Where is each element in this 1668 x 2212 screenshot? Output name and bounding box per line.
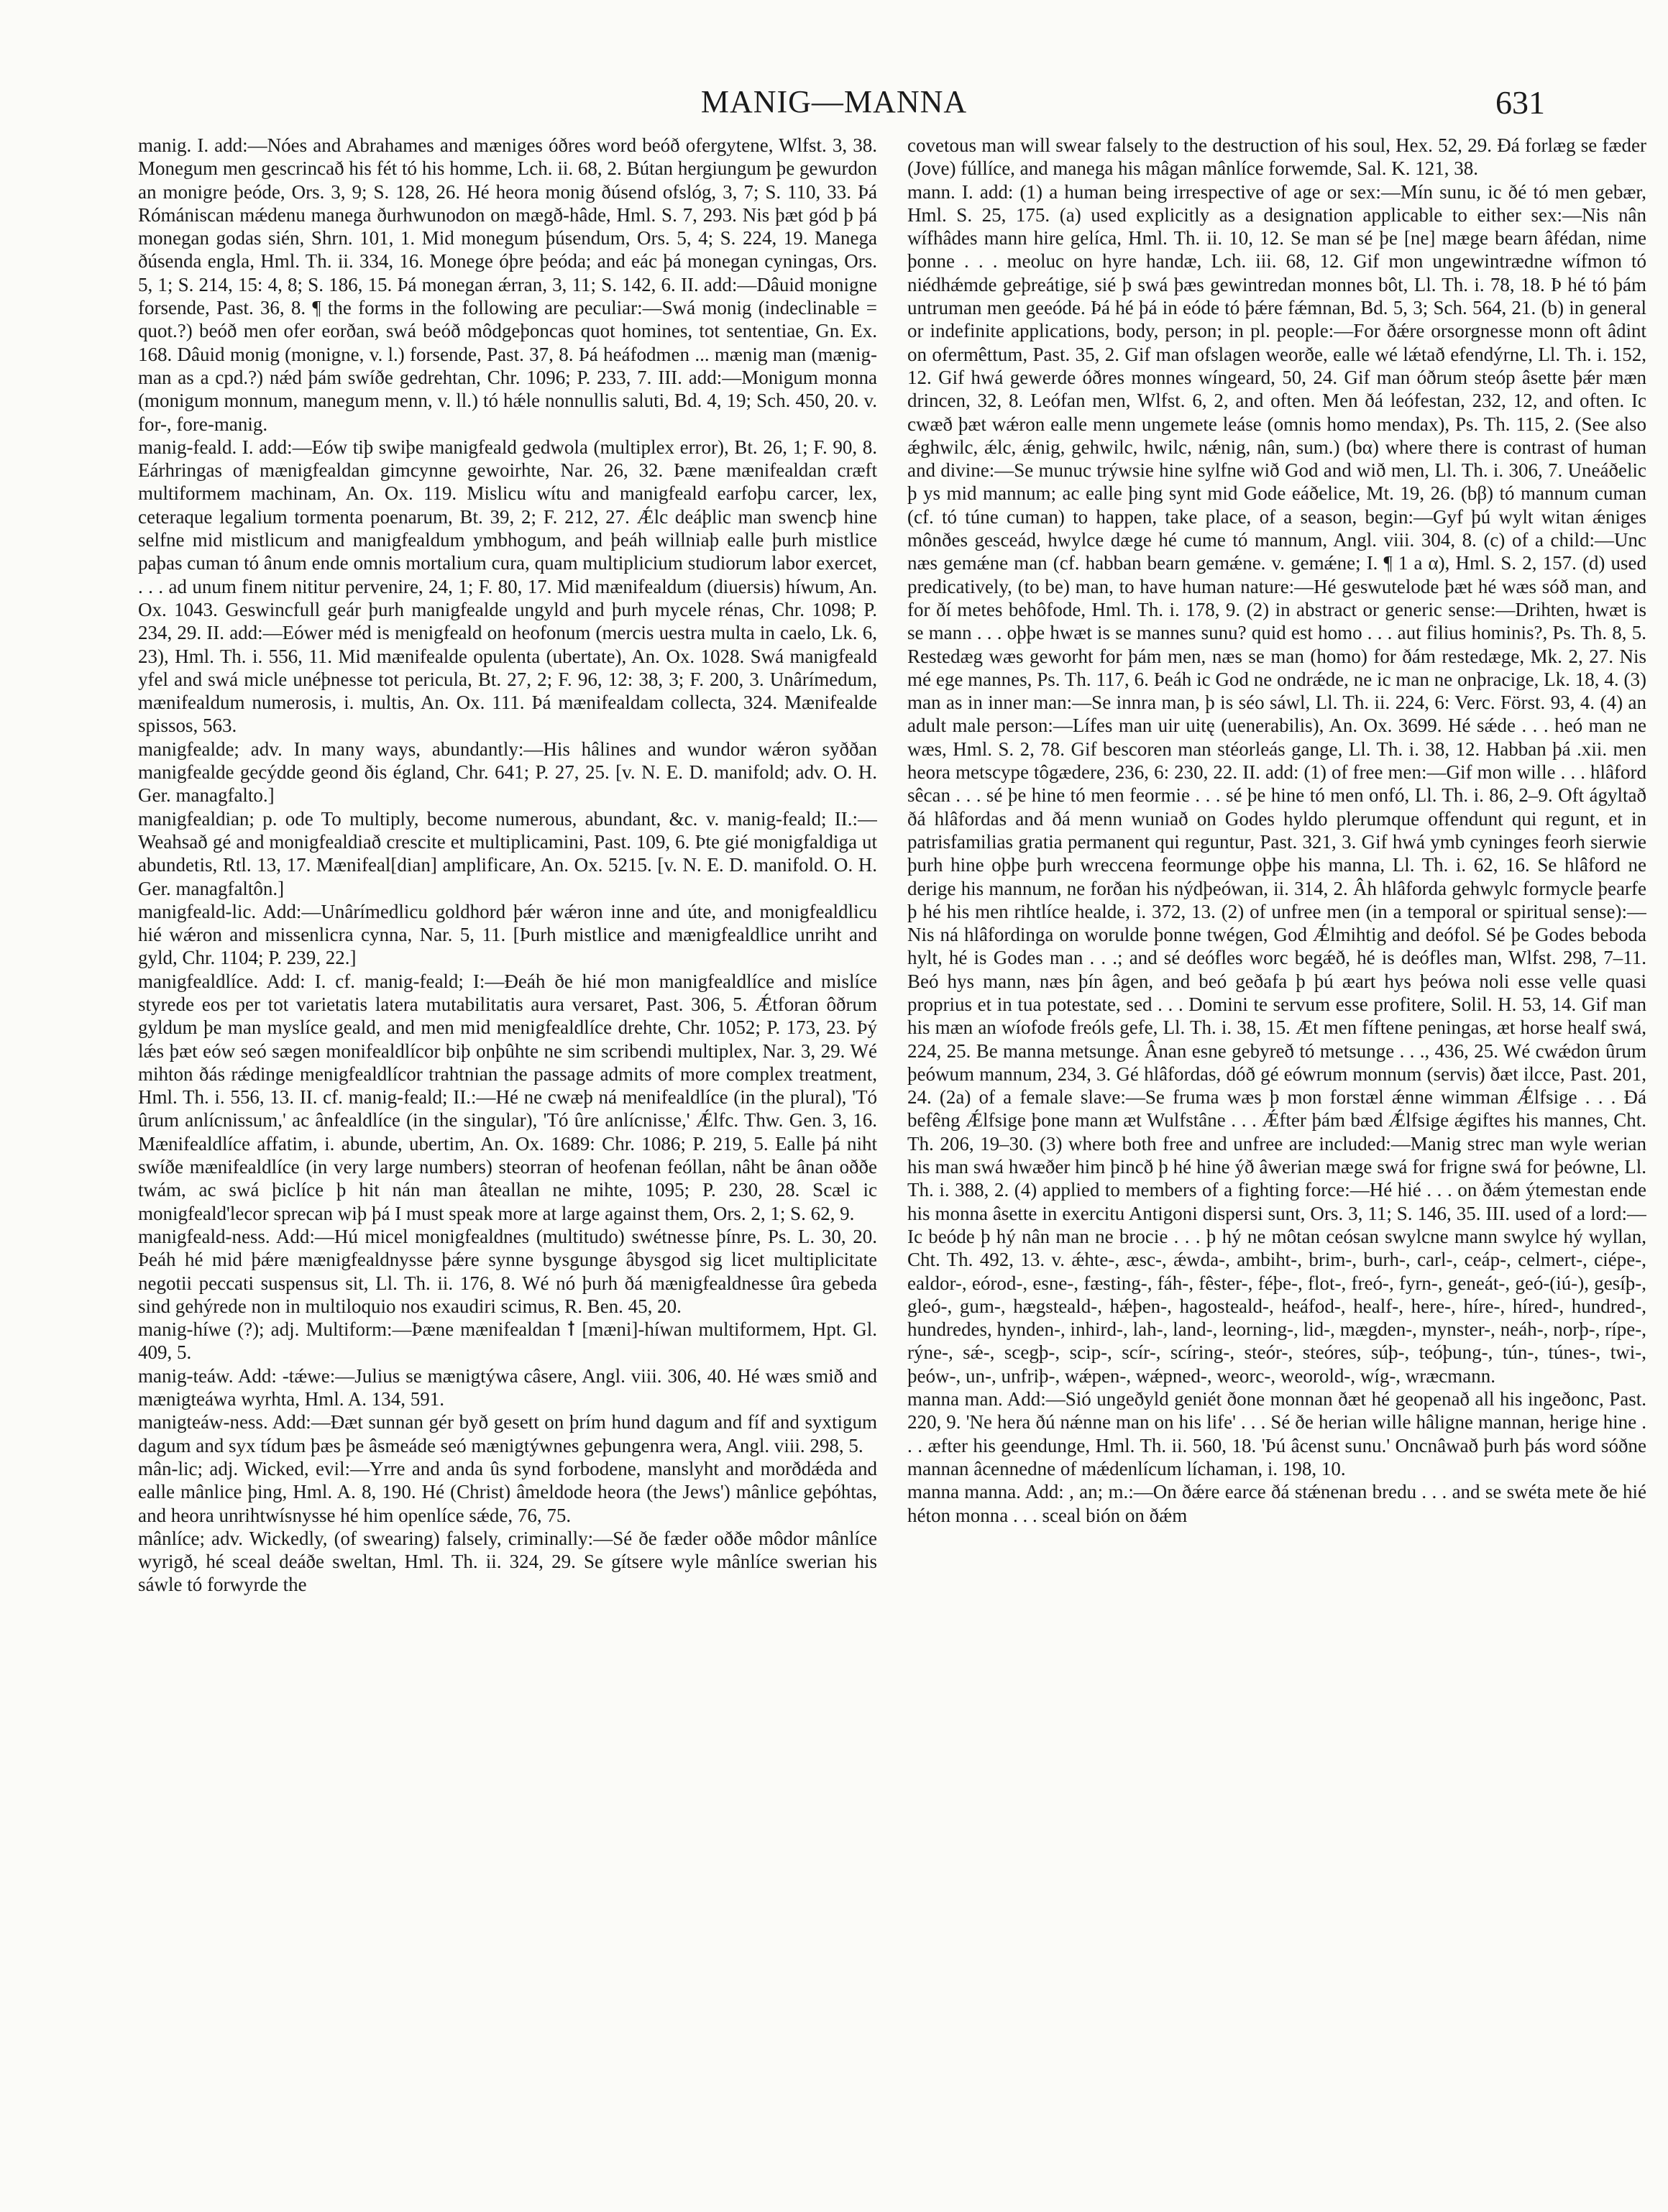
- entry-manlice-continued: covetous man will swear falsely to the destruction of his soul, Hex. 52, 29. Ðá forlæg se fæder (Jove) fúllíce, and manega his mâgan mânlíce forwemde, Sal. K. 121, 38.: [907, 134, 1646, 180]
- entry-manigfeald-lic: manigfeald-lic. Add:—Unârímedlicu goldhord þǽr wǽron inne and úte, and monigfealdlicu hié wǽron and missenlicra cynna, Nar. 5, 11. [Þurh mistlice and mænigfealdlice unriht and gyld, Chr. 1104; P. 239, 22.]: [138, 900, 877, 969]
- page-number: 631: [1495, 84, 1545, 121]
- left-column: [138, 134, 877, 2180]
- right-column: [907, 134, 1646, 2180]
- entry-mann: mann. I. add: (1) a human being irrespective of age or sex:—Mín sunu, ic ðé tó men gebær, Hml. S. 25, 175. (a) used explicitly as a designation applicable to either sex:—Nis nân wífhâdes mann hire gelíca, Hml. Th. ii. 10, 12. Se man sé þe [ne] mæge bearn âfédan, nime þonne . . . meoluc on hyre handæ, Lch. iii. 68, 12. Gif mon ungewintrædne wífmon tó niédhǽmde geþreátige, sié þ swá þæs gewintredan monnes bôt, Ll. Th. i. 78, 18. Þ hé tó þám untruman men geeóde. Þá hé þá in eóde tó þǽre fǽmnan, Bd. 5, 3; Sch. 564, 21. (b) in general or indefinite applications, body, person; in pl. people:—For ðǽre orsorgnesse monn oft âdint on ofermêttum, Past. 35, 2. Gif man ofslagen weorðe, ealle wé lǽtað efendýrne, Ll. Th. i. 152, 12. Gif hwá gewerde óðres monnes wíngeard, 50, 24. Gif man óðrum steóp âsette þǽr mæn drincen, 32, 8. Leófan men, Wlfst. 6, 2, and often. Men ðá leófestan, 232, 12, and often. Ic cwæð þæt wǽron ealle menn ungemete leáse (omnis homo mendax), Ps. Th. 115, 2. (See also ǽghwilc, ǽlc, ǽnig, gehwilc, hwilc, nǽnig, nân, sum.) (bα) where there is contrast of human and divine:—Se munuc trýwsie hine sylfne wið God and wið men, Ll. Th. i. 306, 7. Uneáðelic þ ys mid mannum; ac ealle þing synt mid Gode eáðelice, Mt. 19, 26. (bβ) tó mannum cuman (cf. tó túne cuman) to happen, take place, of a season, begin:—Gyf þú wylt witan ǽniges mônðes gesceád, hwylce dæge hé cume tó mannum, Angl. viii. 304, 8. (c) of a child:—Unc næs gemǽne man (cf. habban bearn gemǽne. v. gemǽne; I. ¶ 1 a α), Hml. S. 2, 157. (d) used predicatively, (to be) man, to have human nature:—Hé geswutelode þæt hé wæs sóð man, and for ðí metes behôfode, Hml. Th. i. 178, 9. (2) in abstract or generic sense:—Drihten, hwæt is se mann . . . oþþe hwæt is se mannes sunu? quid est homo . . . aut filius hominis?, Ps. Th. 8, 5. Restedæg wæs geworht for þám men, næs se man (homo) for ðám restedæge, Mk. 2, 27. Nis mé ege mannes, Ps. Th. 117, 6. Þeáh ic God ne ondrǽde, ne ic man ne onþracige, Lk. 18, 4. (3) man as in inner man:—Se innra man, þ is séo sáwl, Ll. Th. ii. 224, 6: Verc. Först. 93, 4. (4) an adult male person:—Lífes man uir uitę (uenerabilis), An. Ox. 3699. Hé sǽde . . . heó man ne wæs, Hml. S. 2, 78. Gif bescoren man stéorleás gange, Ll. Th. i. 38, 12. Habban þá .xii. men heora metscype tôgædere, 236, 6: 230, 22. II. add: (1) of free men:—Gif mon wille . . . hlâford sêcan . . . sé þe hine tó men feormie . . . sé þe hine tó men onfó, Ll. Th. i. 86, 2–9. Oft ágyltað ðá hlâfordas and ðá menn wuniað on Godes hyldo plerumque offendunt qui regunt, et in patrisfamilias gratia permanent qui reguntur, Past. 321, 3. Gif hwá ymb cyninges feorh sierwie þurh hine oþþe þurh wreccena feormunge oþþe his manna, Ll. Th. i. 62, 16. Se hlâford ne derige his mannum, ne forðan his nýdþeówan, ii. 314, 2. Âh hlâforda gehwylc formycle þearfe þ hé his men rihtlíce healde, i. 372, 13. (2) of unfree men (in a temporal or spiritual sense):—Nis ná hlâfordinga on worulde þonne twégen, God Ǽlmihtig and deófol. Sé þe Godes beboda hylt, hé is Godes man . . .; and sé deófles worc begǽð, hé is deófles man, Wlfst. 298, 7–11. Beó hys mann, næs þín âgen, and beó geðafa þ þú æart hys þeówa noli esse velle quasi proprius et in tua potestate, sed . . . Domini te servum esse profitere, Solil. H. 53, 14. Gif man his mæn an wíofode freóls gefe, Ll. Th. i. 38, 15. Æt men fíftene peningas, æt horse healf swá, 224, 25. Be manna metsunge. Ânan esne gebyreð tó metsunge . . ., 436, 25. Wé cwǽdon ûrum þeówum mannum, 234, 3. Gé hlâfordas, dóð gé eówrum monnum (servis) ðæt ilcce, Past. 201, 24. (2a) of a female slave:—Se fruma wæs þ mon forstæl ǽnne wimman Ǽlfsige . . . Ðá befêng Ǽlfsige þone mann æt Wulfstâne . . . Ǽfter þám bæd Ǽlfsige ǽgiftes his mannes, Cht. Th. 206, 19–30. (3) where both free and unfree are included:—Manig strec man wyle werian his man swá hwæðer him þincð þ hé hine ýð âwerian mæge swá for frigne swá for þeówne, Ll. Th. i. 388, 2. (4) applied to members of a fighting force:—Hé hié . . . on ðǽm ýtemestan ende his monna âsette in exercitu Antigoni dispersi sunt, Ors. 3, 11; S. 146, 35. III. used of a lord:—Ic beóde þ hý nân man ne brocie . . . þ hý ne môtan ceósan swylcne mann swylce hý wyllan, Cht. Th. 492, 13. v. ǽhte-, æsc-, ǽwda-, ambiht-, brim-, burh-, carl-, ceáp-, celmert-, ciépe-, ealdor-, eórod-, esne-, fæsting-, fáh-, fêster-, féþe-, flot-, freó-, fyrn-, geneát-, geó-(iú-), gesíþ-, gleó-, gum-, hægsteald-, hǽþen-, hagosteald-, heáfod-, healf-, here-, híre-, híred-, hundred-, hundredes, hynden-, inhird-, lah-, land-, leorning-, lid-, mægden-, mynster-, neáh-, norþ-, rípe-, rýne-, sǽ-, scegþ-, scip-, scír-, scíring-, steór-, steóres, súþ-, teóþung-, tún-, túnes-, twi-, þeów-, un-, unfriþ-, wǽpen-, wǽpned-, weorc-, weorold-, wíg-, wræcmann.: [907, 180, 1646, 1387]
- entry-man-lic: mân-lic; adj. Wicked, evil:—Yrre and anda ûs synd forbodene, manslyht and morðdǽda and ealle mânlice þing, Hml. A. 8, 190. Hé (Christ) âmeldode heora (the Jews') mânlice geþóhtas, and heora unrihtwísnysse hé him openlíce sǽde, 76, 75.: [138, 1457, 877, 1526]
- entry-manigfeald-ness: manigfeald-ness. Add:—Hú micel monigfealdnes (multitudo) swétnesse þínre, Ps. L. 30, 20. Þeáh hé mid þǽre mænigfealdnysse þǽre synne bysgunge âbysgod sig licet multiplicitate negotii peccati suspensus sit, Ll. Th. ii. 176, 8. Wé nó þurh ðá mænigfealdnesse ûra gebeda sind gehýrede non in multiloquio nos exaudiri scimus, R. Ben. 45, 20.: [138, 1225, 877, 1317]
- entry-manigteaw-ness: manigteáw-ness. Add:—Ðæt sunnan gér byð gesett on þrím hund dagum and fíf and syxtigum dagum and syx tídum þæs þe âsmeáde seó mænigtýwnes geþungenra wera, Angl. viii. 298, 5.: [138, 1411, 877, 1456]
- entry-manig-hiwe: manig-híwe (?); adj. Multiform:—Þæne mænifealdan ꝉ [mæni]-híwan multiformem, Hpt. Gl. 409, 5.: [138, 1318, 877, 1364]
- entry-manna-manna: manna manna. Add: , an; m.:—On ðǽre earce ðá stǽnenan bredu . . . and se swéta mete ðe hié héton monna . . . sceal bión on ðǽm: [907, 1481, 1646, 1526]
- entry-manigfealde: manigfealde; adv. In many ways, abundantly:—His hâlines and wundor wǽron syððan manigfealde gecýdde geond ðis égland, Chr. 641; P. 27, 25. [v. N. E. D. manifold; adv. O. H. Ger. managfalto.]: [138, 738, 877, 807]
- entry-manig: manig. I. add:—Nóes and Abrahames and mæniges óðres word beóð ofergytene, Wlfst. 3, 38. Monegum men gescrincað his fét tó his homme, Lch. ii. 68, 2. Bútan hergiungum þe gewurdon an monigre þeóde, Ors. 3, 9; S. 128, 26. Hé heora monig ðúsend ofslóg, 3, 7; S. 110, 33. Þá Rómániscan mǽdenu manega ðurhwunodon on mægð-hâde, Hml. S. 7, 293. Nis þæt gód þ þá monegan godas sién, Shrn. 101, 1. Mid monegum þúsendum, Ors. 5, 4; S. 224, 19. Manega ðúsenda engla, Hml. Th. ii. 334, 16. Monege óþre þeóda; and eác þá monegan cyningas, Ors. 5, 1; S. 214, 15: 4, 8; S. 186, 15. Þá monegan ǽrran, 3, 11; S. 142, 6. II. add:—Dâuid monigne forsende, Past. 36, 8. ¶ the forms in the following are peculiar:—Swá monig (indeclinable = quot.?) beóð men ofer eorðan, swá beóð môdgeþoncas quot homines, tot sententiae, Gn. Ex. 168. Dâuid monig (monigne, v. l.) forsende, Past. 37, 8. Þá heáfodmen ... mænig man (mænig-man as a cpd.?) nǽd þám swíðe gedrehtan, Chr. 1096; P. 233, 7. III. add:—Monigum monna (monigum monnum, manegum menn, v. ll.) tó hǽle nonnullis saluti, Bd. 4, 19; Sch. 450, 20. v. for-, fore-manig.: [138, 134, 877, 435]
- entry-manlice: mânlíce; adv. Wickedly, (of swearing) falsely, criminally:—Sé ðe fæder oððe môdor mânlíce wyrigð, hé sceal deáðe sweltan, Hml. Th. ii. 324, 29. Se gítsere wyle mânlíce swerian his sáwle tó forwyrde the: [138, 1527, 877, 1596]
- entry-manigfealdian: manigfealdian; p. ode To multiply, become numerous, abundant, &c. v. manig-feald; II.:—Weahsað gé and monigfealdiað crescite et multiplicamini, Past. 109, 6. Þte gié monigfaldiga ut abundetis, Rtl. 13, 17. Mænifeal[dian] amplificare, An. Ox. 5215. [v. N. E. D. manifold. O. H. Ger. managfaltôn.]: [138, 807, 877, 899]
- entry-manigfealdlice: manigfealdlíce. Add: I. cf. manig-feald; I:—Ðeáh ðe hié mon manigfealdlíce and mislíce styrede eos per tot varietatis latera mutabilitatis aura versaret, Past. 306, 5. Ǽtforan ôðrum gyldum þe man myslíce geald, and men mid menigfealdlíce drehte, Chr. 1052; P. 173, 23. Þý lǽs þæt eów seó sægen monifealdlícor biþ onþûhte ne sim scribendi multiplex, Nar. 3, 29. Wé mihton ðás rǽdinge menigfealdlícor trahtnian the passage admits of more complex treatment, Hml. Th. i. 556, 13. II. cf. manig-feald; II.:—Hé ne cwæþ ná menifealdlíce (in the plural), 'Tó ûrum anlícnissum,' ac ânfealdlíce (in the singular), 'Tó ûre anlícnisse,' Ǽlfc. Thw. Gen. 3, 16. Mænifealdlíce affatim, i. abunde, ubertim, An. Ox. 1689: Chr. 1086; P. 219, 5. Ealle þá niht swíðe mænifealdlíce (in very large numbers) steorran of heofenan feóllan, nâht be ânan oððe twám, ac swá þiclíce þ hit nán man âteallan ne mihte, 1095; P. 230, 28. Scæl ic monigfeald'lecor sprecan wiþ þá I must speak more at large against them, Ors. 2, 1; S. 62, 9.: [138, 970, 877, 1224]
- entry-manig-teaw: manig-teáw. Add: -tǽwe:—Julius se mænigtýwa câsere, Angl. viii. 306, 40. Hé wæs smið and mænigteáwa wyrhta, Hml. A. 134, 591.: [138, 1364, 877, 1410]
- entry-manig-feald: manig-feald. I. add:—Eów tiþ swiþe manigfeald gedwola (multiplex error), Bt. 26, 1; F. 90, 8. Eárhringas of mænigfealdan gimcynne gewoirhte, Nar. 26, 32. Þæne mænifealdan cræft multiformem machinam, An. Ox. 119. Mislicu wítu and manigfeald earfoþu carcer, lex, ceteraque legalium tormenta poenarum, Bt. 39, 2; F. 212, 27. Ǽlc deáþlic man swencþ hine selfne mid mistlicum and manigfealdum ymbhogum, and þeáh willniaþ ealle þurh mistlice paþas cuman tó ânum ende omnis mortalium cura, quam multiplicium studiorum labor exercet, . . . ad unum finem nititur pervenire, 24, 1; F. 80, 17. Mid mænifealdum (diuersis) híwum, An. Ox. 1043. Geswincfull geár þurh manigfealde ungyld and þurh mycele rénas, Chr. 1098; P. 234, 29. II. add:—Eówer méd is menigfeald on heofonum (mercis uestra multa in caelo, Lk. 6, 23), Hml. Th. i. 556, 11. Mid mænifealde opulenta (ubertate), An. Ox. 1028. Swá manigfeald yfel and swá micle unéþnesse tot pericula, Bt. 27, 2; F. 96, 12: 38, 3; F. 200, 3. Unârímedum, mænifealdum numerosis, i. multis, An. Ox. 111. Þá mænifealdam collecta, 324. Mænifealde spissos, 563.: [138, 436, 877, 737]
- running-title: MANIG—MANNA: [700, 84, 968, 119]
- entry-manna-man: manna man. Add:—Sió ungeðyld geniét ðone monnan ðæt hé geopenað all his ingeðonc, Past. 220, 9. 'Ne hera ðú nǽnne man on his life' . . . Sé ðe herian wille hâligne mannan, herige hine . . . æfter his geendunge, Hml. Th. ii. 560, 18. 'Þú âcenst sunu.' Oncnâwað þurh þás word sóðne mannan âcennedne of mǽdenlícum líchaman, i. 198, 10.: [907, 1388, 1646, 1479]
